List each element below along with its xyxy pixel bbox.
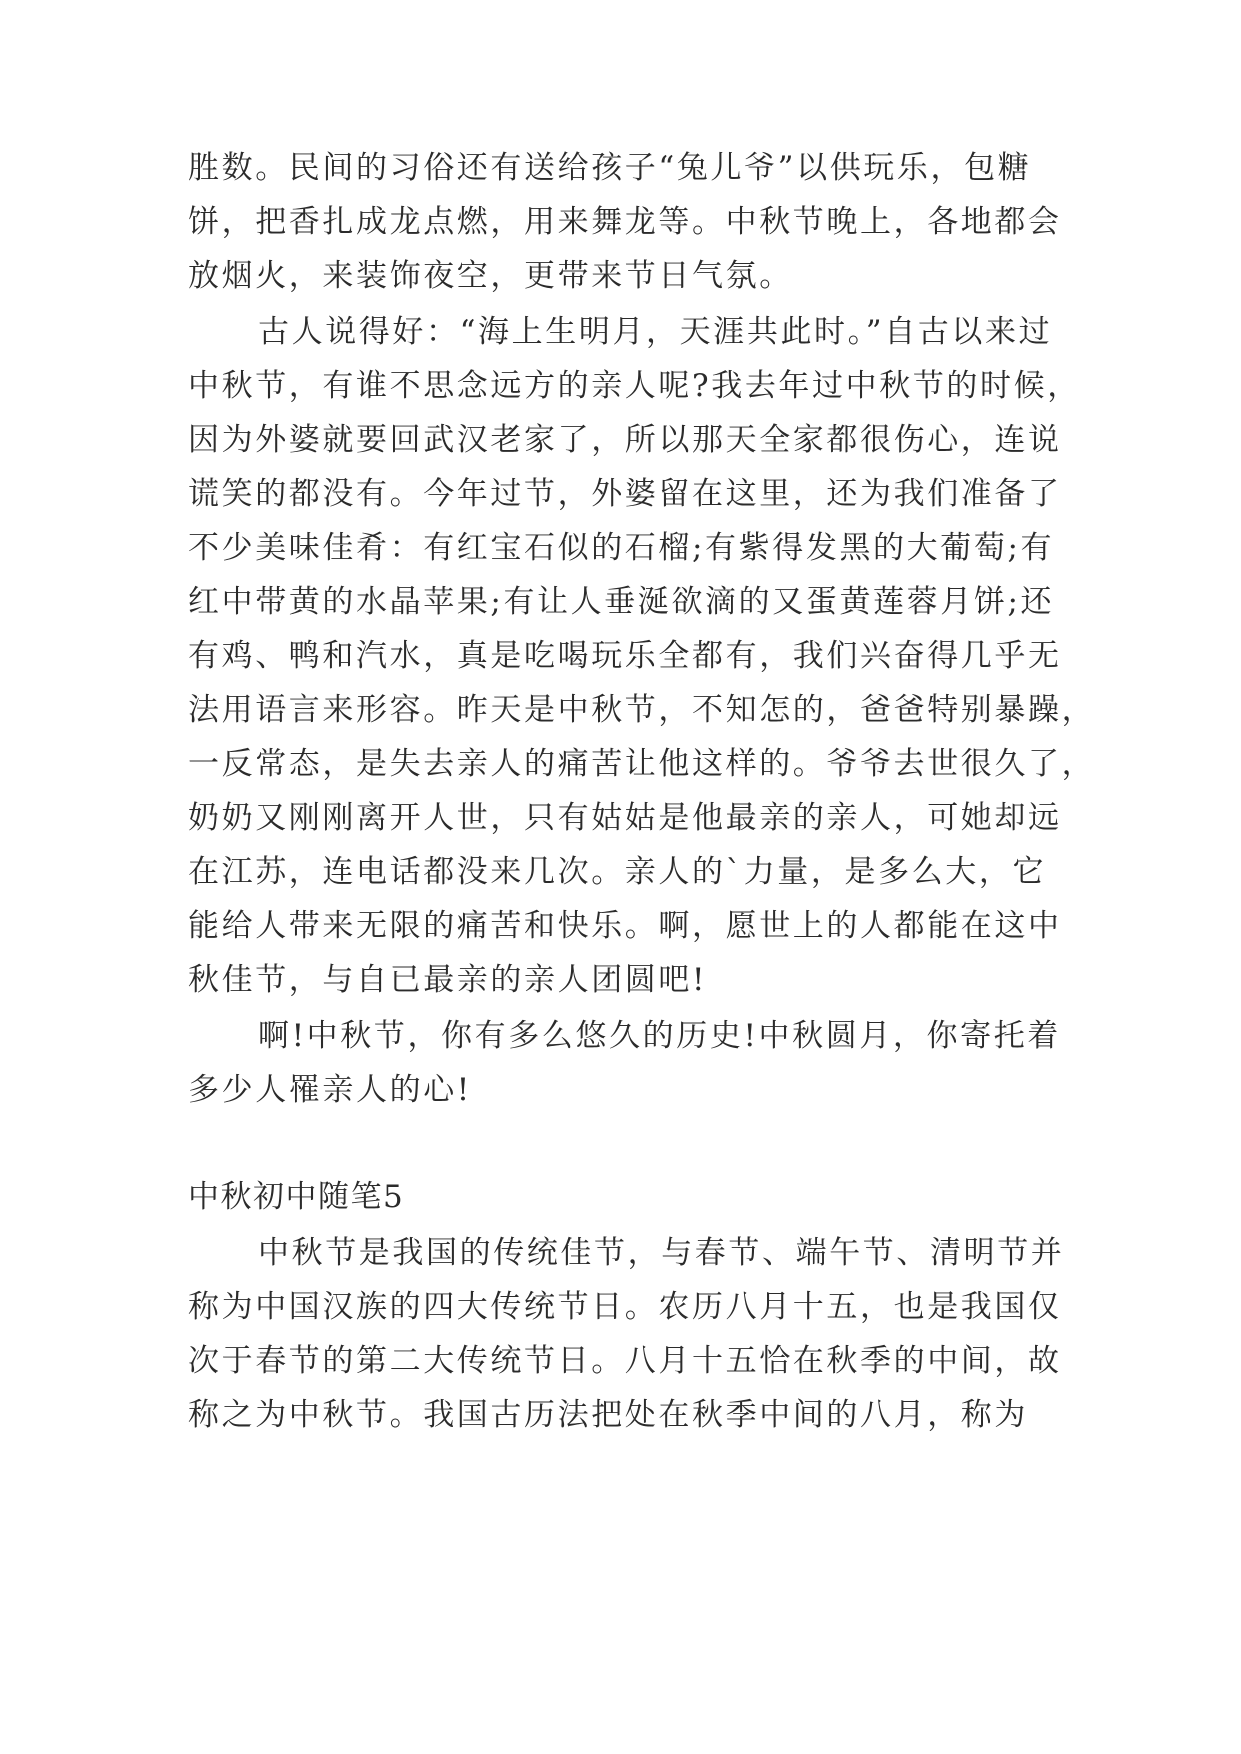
paragraph-line: 奶奶又刚刚离开人世，只有姑姑是他最亲的亲人，可她却远 (188, 800, 1062, 836)
paragraph-line: 谎笑的都没有。今年过节，外婆留在这里，还为我们准备了 (188, 476, 1062, 512)
paragraph-line: 中秋节是我国的传统佳节，与春节、端午节、清明节并 (258, 1235, 1065, 1271)
paragraph-line: 古人说得好：“海上生明月，天涯共此时。”自古以来过 (258, 314, 1053, 350)
paragraph-line: 秋佳节，与自已最亲的亲人团圆吧! (188, 962, 708, 998)
paragraph-line: 法用语言来形容。昨天是中秋节，不知怎的，爸爸特别暴躁， (188, 692, 1096, 728)
paragraph-line: 次于春节的第二大传统节日。八月十五恰在秋季的中间，故 (188, 1343, 1062, 1379)
paragraph-line: 胜数。民间的习俗还有送给孩子“兔儿爷”以供玩乐，包糖 (188, 150, 1032, 186)
paragraph-line: 一反常态，是失去亲人的痛苦让他这样的。爷爷去世很久了， (188, 746, 1096, 782)
paragraph-line: 红中带黄的水晶苹果;有让人垂涎欲滴的又蛋黄莲蓉月饼;还 (188, 584, 1055, 620)
paragraph-line: 能给人带来无限的痛苦和快乐。啊，愿世上的人都能在这中 (188, 908, 1062, 944)
paragraph-line: 称为中国汉族的四大传统节日。农历八月十五，也是我国仅 (188, 1289, 1062, 1325)
paragraph-line: 不少美味佳肴：有红宝石似的石榴;有紫得发黑的大葡萄;有 (188, 530, 1055, 566)
paragraph-line: 在江苏，连电话都没来几次。亲人的`力量，是多么大，它 (188, 854, 1047, 890)
paragraph-line: 因为外婆就要回武汉老家了，所以那天全家都很伤心，连说 (188, 422, 1062, 458)
paragraph-line: 有鸡、鸭和汽水，真是吃喝玩乐全都有，我们兴奋得几乎无 (188, 638, 1062, 674)
paragraph-line: 多少人罹亲人的心! (188, 1072, 472, 1108)
paragraph-line: 饼，把香扎成龙点燃，用来舞龙等。中秋节晚上，各地都会 (188, 204, 1062, 240)
paragraph-line: 称之为中秋节。我国古历法把处在秋季中间的八月，称为 (188, 1397, 1028, 1433)
section-heading: 中秋初中随笔5 (188, 1179, 405, 1215)
paragraph-line: 中秋节，有谁不思念远方的亲人呢?我去年过中秋节的时候， (188, 368, 1081, 404)
paragraph-line: 放烟火，来装饰夜空，更带来节日气氛。 (188, 258, 793, 294)
paragraph-line: 啊!中秋节，你有多么悠久的历史!中秋圆月，你寄托着 (258, 1018, 1061, 1054)
